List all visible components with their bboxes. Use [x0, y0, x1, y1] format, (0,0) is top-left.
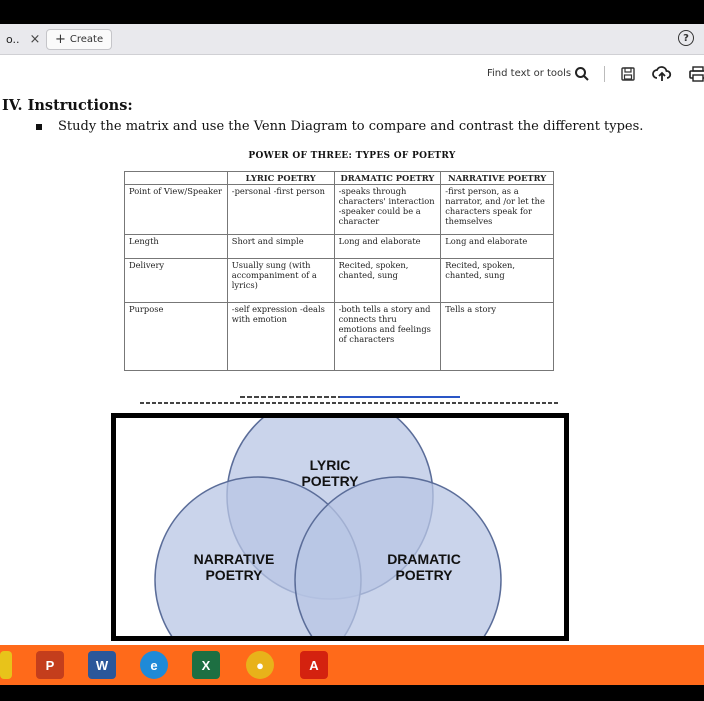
table-header-cell — [125, 172, 228, 185]
matrix-title: POWER OF THREE: TYPES OF POETRY — [248, 151, 456, 161]
toolbar-separator — [604, 66, 605, 82]
dramatic-label-line1: DRAMATIC — [387, 551, 461, 567]
create-label: Create — [69, 34, 104, 45]
save-icon[interactable] — [618, 64, 638, 84]
plus-icon: + — [55, 32, 66, 47]
table-cell: Tells a story — [441, 303, 554, 371]
lyric-label-line2: POETRY — [301, 473, 359, 489]
citation-line — [140, 402, 560, 404]
table-row — [125, 185, 554, 235]
find-text-label[interactable]: Find text or tools — [487, 68, 572, 79]
citation-lines — [140, 396, 560, 406]
edge-icon[interactable]: e — [140, 651, 168, 679]
narrative-label-line1: NARRATIVE — [193, 551, 275, 567]
lyric-label-line1: LYRIC — [309, 457, 351, 473]
table-cell: -self expression -deals with emotion — [227, 303, 334, 371]
citation-link[interactable] — [340, 396, 460, 398]
narrative-label-line2: POETRY — [205, 567, 263, 583]
table-cell: Long and elaborate — [441, 235, 554, 259]
bottom-black-band — [0, 685, 704, 701]
bullet-icon — [36, 124, 42, 130]
word-icon[interactable]: W — [88, 651, 116, 679]
section-heading: IV. Instructions: — [2, 97, 133, 114]
tab-label: o.. — [6, 32, 20, 46]
instruction-bullet — [36, 119, 643, 134]
poetry-matrix-table — [124, 171, 554, 371]
table-header-cell: LYRIC POETRY — [227, 172, 334, 185]
table-header-cell: DRAMATIC POETRY — [334, 172, 441, 185]
table-row — [125, 303, 554, 371]
table-row — [125, 235, 554, 259]
table-row — [125, 259, 554, 303]
table-cell: -speaks through characters' interaction -speaker could be a character — [334, 185, 441, 235]
table-cell: -both tells a story and connects thru emotions and feelings of characters — [334, 303, 441, 371]
chrome-icon[interactable]: ● — [246, 651, 274, 679]
row-label: Point of View/Speaker — [125, 185, 228, 235]
excel-icon[interactable]: X — [192, 651, 220, 679]
table-cell: Recited, spoken, chanted, sung — [334, 259, 441, 303]
browser-tab-strip — [0, 24, 704, 55]
table-header-cell: NARRATIVE POETRY — [441, 172, 554, 185]
instruction-text: Study the matrix and use the Venn Diagram to compare and contrast the different types. — [58, 119, 644, 134]
help-icon[interactable]: ? — [678, 30, 694, 46]
venn-diagram — [116, 418, 564, 636]
acrobat-icon[interactable]: A — [300, 651, 328, 679]
pdf-document-page — [0, 93, 704, 645]
create-button[interactable] — [46, 29, 112, 50]
row-label: Purpose — [125, 303, 228, 371]
upload-icon[interactable] — [652, 64, 672, 84]
pdf-toolbar — [0, 55, 704, 94]
print-icon[interactable] — [688, 64, 704, 84]
top-black-band — [0, 0, 704, 24]
table-cell: Long and elaborate — [334, 235, 441, 259]
row-label: Length — [125, 235, 228, 259]
table-cell: Usually sung (with accompaniment of a lyrics) — [227, 259, 334, 303]
table-cell: -personal -first person — [227, 185, 334, 235]
table-header-row — [125, 172, 554, 185]
browser-tab[interactable] — [0, 28, 46, 50]
table-cell: -first person, as a narrator, and /or let the characters speak for themselves — [441, 185, 554, 235]
search-icon[interactable] — [572, 64, 592, 84]
table-cell: Short and simple — [227, 235, 334, 259]
powerpoint-icon[interactable]: P — [36, 651, 64, 679]
table-cell: Recited, spoken, chanted, sung — [441, 259, 554, 303]
row-label: Delivery — [125, 259, 228, 303]
os-taskbar — [0, 645, 704, 685]
venn-diagram-frame — [111, 413, 569, 641]
dramatic-label-line2: POETRY — [395, 567, 453, 583]
close-icon[interactable]: × — [29, 31, 41, 47]
app-icon-partial[interactable] — [0, 651, 12, 679]
